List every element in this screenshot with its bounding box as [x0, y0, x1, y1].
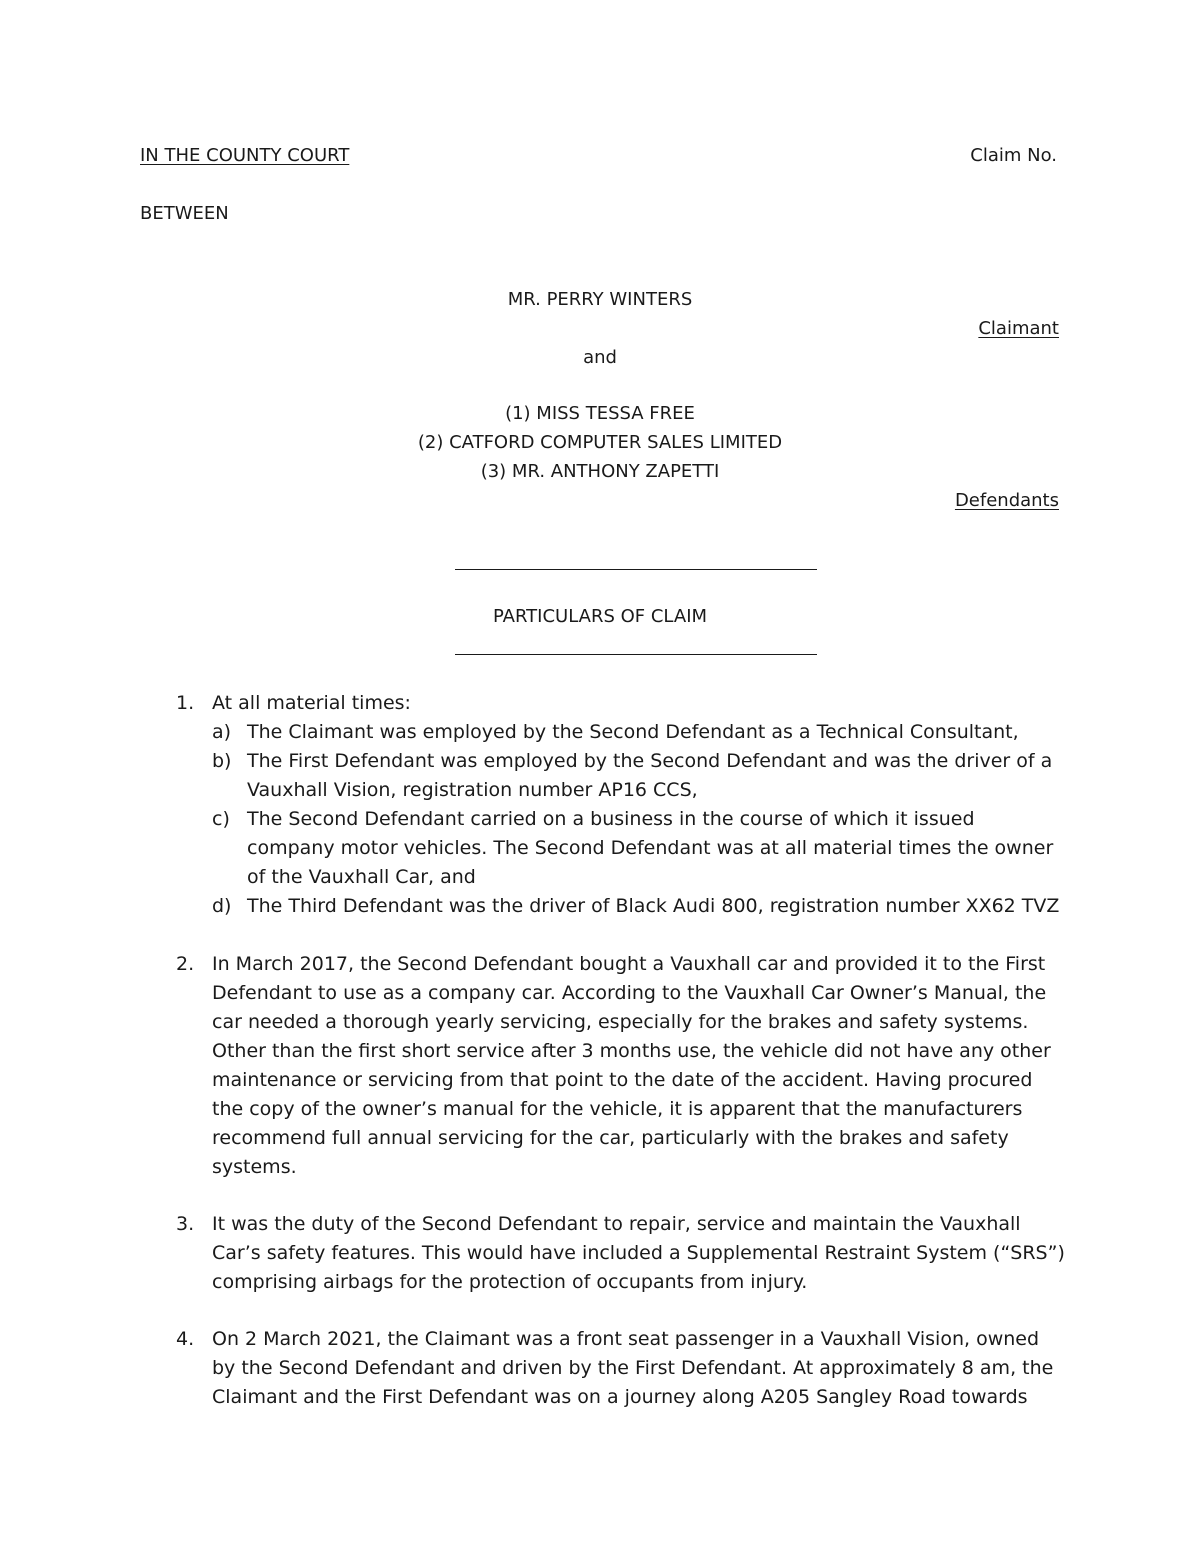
paragraph-number: 3.: [176, 1213, 195, 1235]
item-label-c: c): [212, 808, 230, 830]
defendants-label: Defendants: [954, 490, 1059, 511]
item-line: company motor vehicles. The Second Defendant was at all material times the owner: [247, 837, 1054, 859]
paragraph-line: comprising airbags for the protection of occupants from injury.: [212, 1271, 808, 1293]
paragraph-line: At all material times:: [212, 692, 411, 714]
paragraph-number: 2.: [176, 953, 195, 975]
defendant-1: (1) MISS TESSA FREE: [505, 403, 695, 424]
title-rule-bottom: [455, 654, 817, 655]
defendant-3: (3) MR. ANTHONY ZAPETTI: [480, 461, 720, 482]
paragraph-line: systems.: [212, 1156, 297, 1178]
paragraph-number: 1.: [176, 692, 195, 714]
defendant-2: (2) CATFORD COMPUTER SALES LIMITED: [417, 432, 783, 453]
title-rule-top: [455, 569, 817, 570]
paragraph-line: recommend full annual servicing for the car, particularly with the brakes and safety: [212, 1127, 1009, 1149]
paragraph-line: In March 2017, the Second Defendant bought a Vauxhall car and provided it to the First: [212, 953, 1046, 975]
paragraph-line: Claimant and the First Defendant was on a journey along A205 Sangley Road towards: [212, 1386, 1028, 1408]
paragraph-line: Car’s safety features. This would have included a Supplemental Restraint System (“SRS”): [212, 1242, 1065, 1264]
claim-number-label: Claim No.: [970, 145, 1057, 166]
between-label: BETWEEN: [140, 203, 229, 224]
item-line: The Third Defendant was the driver of Black Audi 800, registration number XX62 TVZ: [247, 895, 1060, 917]
paragraph-line: It was the duty of the Second Defendant to repair, service and maintain the Vauxhall: [212, 1213, 1021, 1235]
item-line: The Claimant was employed by the Second Defendant as a Technical Consultant,: [247, 721, 1019, 743]
paragraph-line: On 2 March 2021, the Claimant was a front seat passenger in a Vauxhall Vision, owned: [212, 1328, 1040, 1350]
paragraph-line: Defendant to use as a company car. According to the Vauxhall Car Owner’s Manual, the: [212, 982, 1047, 1004]
paragraph-line: by the Second Defendant and driven by the First Defendant. At approximately 8 am, the: [212, 1357, 1054, 1379]
item-label-d: d): [212, 895, 232, 917]
claimant-name: MR. PERRY WINTERS: [507, 289, 693, 310]
item-line: The First Defendant was employed by the Second Defendant and was the driver of a: [247, 750, 1053, 772]
court-heading: IN THE COUNTY COURT: [140, 145, 350, 166]
item-line: Vauxhall Vision, registration number AP16 CCS,: [247, 779, 698, 801]
item-label-b: b): [212, 750, 232, 772]
paragraph-line: car needed a thorough yearly servicing, especially for the brakes and safety systems.: [212, 1011, 1029, 1033]
item-line: The Second Defendant carried on a business in the course of which it issued: [247, 808, 975, 830]
and-label: and: [583, 347, 617, 368]
claimant-label: Claimant: [978, 318, 1059, 339]
item-label-a: a): [212, 721, 232, 743]
paragraph-line: Other than the first short service after 3 months use, the vehicle did not have any other: [212, 1040, 1051, 1062]
paragraph-number: 4.: [176, 1328, 195, 1350]
paragraph-line: maintenance or servicing from that point to the date of the accident. Having procured: [212, 1069, 1033, 1091]
paragraph-line: the copy of the owner’s manual for the vehicle, it is apparent that the manufacturers: [212, 1098, 1023, 1120]
item-line: of the Vauxhall Car, and: [247, 866, 476, 888]
document-title: PARTICULARS OF CLAIM: [492, 606, 708, 627]
